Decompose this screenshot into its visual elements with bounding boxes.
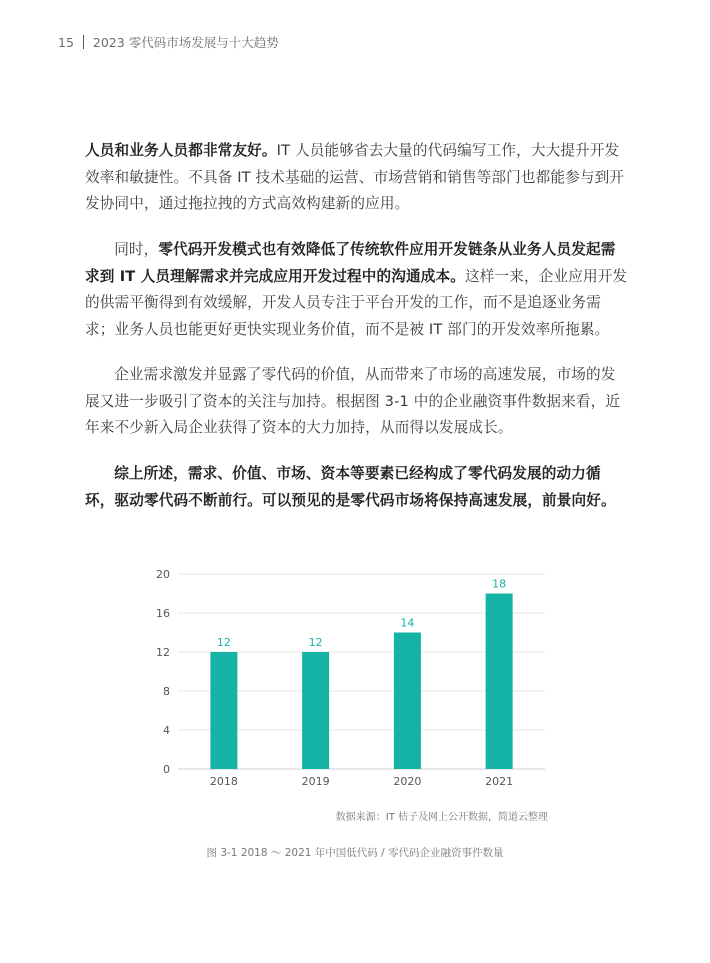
report-title: 2023 零代码市场发展与十大趋势 (92, 35, 279, 50)
data-label: 14 (400, 616, 415, 630)
y-tick-label: 8 (163, 685, 170, 698)
figure-caption: 图 3-1 2018 ～ 2021 年中国低代码 / 零代码企业融资事件数量 (206, 847, 504, 859)
y-tick-label: 0 (163, 763, 170, 776)
paragraph-2-bold: 零代码开发模式也有效降低了传统软件应用开发链条从业务人员发起需求到 IT 人员理解需求并完成应用开发过程中的沟通成本。 (85, 241, 616, 285)
y-tick-label: 4 (163, 724, 170, 737)
y-tick-label: 12 (156, 646, 170, 659)
paragraph-2 (85, 237, 630, 343)
paragraph-2-text: 这样一来，企业应用开发的供需平衡得到有效缓解，开发人员专注于平台开发的工作，而不是追逐业务需求；业务人员也能更好更快实现业务价值，而不是被 IT 部门的开发效率所拖累。 (85, 267, 628, 338)
paragraph-4 (85, 461, 630, 514)
x-tick-label: 2018 (209, 775, 238, 788)
paragraph-1 (85, 138, 630, 218)
bar (394, 633, 421, 770)
page-number: 15 (58, 34, 74, 50)
x-tick-label: 2019 (301, 775, 330, 788)
paragraph-3 (85, 362, 630, 442)
data-label: 12 (308, 636, 323, 649)
paragraph-1-bold: 人员和业务人员都非常友好。 (85, 142, 277, 159)
data-label: 18 (492, 577, 507, 591)
x-tick-label: 2020 (393, 775, 422, 788)
header-divider (83, 35, 84, 49)
data-source-note: 数据来源：IT 桔子及网上公开数据，简道云整理 (335, 812, 548, 823)
paragraph-2-lead: 同时， (114, 241, 159, 258)
data-label: 12 (216, 636, 231, 649)
financing-events-bar-chart (140, 560, 560, 795)
bar (302, 652, 329, 769)
y-tick-label: 16 (156, 607, 170, 620)
y-tick-label: 20 (156, 568, 170, 581)
paragraph-4-bold: 综上所述，需求、价值、市场、资本等要素已经构成了零代码发展的动力循环，驱动零代码不断前行。可以预见的是零代码市场将保持高速发展，前景向好。 (85, 465, 616, 509)
bar (210, 652, 237, 769)
page-header (58, 33, 279, 51)
paragraph-1-text: IT 人员能够省去大量的代码编写工作，大大提升开发效率和敏捷性。不具备 IT 技术基础的运营、市场营销和销售等部门也都能参与到开发协同中，通过拖拉拽的方式高效构建新的应用。 (85, 142, 625, 212)
x-tick-label: 2021 (485, 775, 514, 788)
bar (486, 594, 513, 770)
paragraph-3-text: 企业需求激发并显露了零代码的价值，从而带来了市场的高速发展，市场的发展又进一步吸引了资本的关注与加持。根据图 3-1 中的企业融资事件数据来看，近年来不少新入局企业获得了资本的大力加持，从而得以发展成长。 (85, 366, 621, 436)
